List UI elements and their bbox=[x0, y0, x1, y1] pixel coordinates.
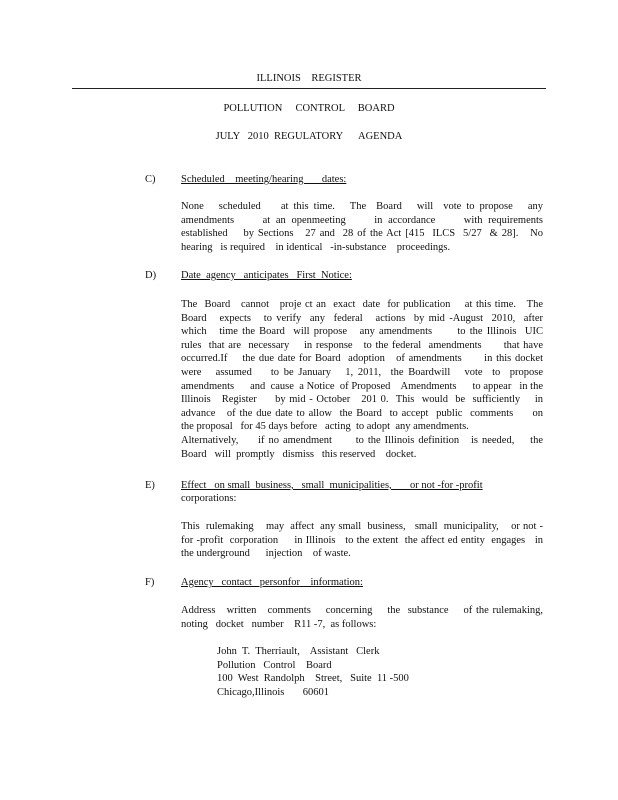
body-line: were assumed to be January 1, 2011, the Boardwill vote to propose bbox=[181, 366, 543, 378]
board-title: POLLUTION CONTROL BOARD bbox=[223, 103, 395, 114]
address-line: Pollution Control Board bbox=[217, 659, 332, 671]
body-line: amendments and cause a Notice of Proposed Amendments to appear in the bbox=[181, 380, 543, 392]
body-line: amendments at an openmeeting in accordance with requirements bbox=[181, 214, 543, 226]
address-line: 100 West Randolph Street, Suite 11 -500 bbox=[217, 673, 409, 685]
contact-address bbox=[217, 645, 409, 699]
body-line: None scheduled at this time. The Board will vote to propose any bbox=[181, 201, 543, 212]
section-d-label: D) bbox=[145, 270, 157, 281]
section-f-heading: Agency contact personfor information: bbox=[181, 577, 363, 588]
section-f-body bbox=[181, 604, 543, 631]
address-line: John T. Therriault, Assistant Clerk bbox=[217, 646, 380, 657]
section-f-label: F) bbox=[145, 577, 155, 588]
section-e-body bbox=[181, 520, 543, 561]
body-line: the proposal for 45 days before acting to adopt any amendments. bbox=[181, 421, 469, 433]
body-line: established by Sections 27 and 28 of the Act [415 ILCS 5/27 & 28]. No bbox=[181, 228, 543, 240]
header-rule bbox=[72, 88, 546, 89]
section-e-heading: Effect on small business, small municipalities, or not -for -profit bbox=[181, 480, 483, 491]
section-e-label: E) bbox=[145, 480, 155, 491]
section-d-body bbox=[181, 298, 543, 461]
section-d-heading: Date agency anticipates First Notice: bbox=[181, 270, 352, 281]
address-line: Chicago,Illinois 60601 bbox=[217, 686, 329, 698]
section-c-heading: Scheduled meeting/hearing dates: bbox=[181, 174, 347, 185]
section-c-body bbox=[181, 200, 543, 254]
body-line: Address written comments concerning the substance of the rulemaking, bbox=[181, 605, 543, 616]
body-line: occurred.If the due date for Board adoption of amendments in this docket bbox=[181, 353, 543, 365]
body-line: the underground injection of waste. bbox=[181, 548, 351, 560]
agenda-title: JULY 2010 REGULATORY AGENDA bbox=[215, 131, 403, 142]
body-line: hearing is required in identical -in-substance proceedings. bbox=[181, 241, 451, 253]
body-line: This rulemaking may affect any small business, small municipality, or not - bbox=[181, 521, 543, 532]
body-line: rules that are necessary in response to the federal amendments that have bbox=[181, 339, 543, 351]
register-title: ILLINOIS REGISTER bbox=[256, 73, 362, 84]
body-line: which time the Board will propose any amendments to the Illinois UIC bbox=[181, 326, 543, 338]
body-line: advance of the due date to allow the Board to accept public comments on bbox=[181, 407, 543, 419]
body-line: noting docket number R11 -7, as follows: bbox=[181, 618, 377, 630]
section-c-label: C) bbox=[145, 174, 156, 185]
body-line: The Board cannot proje ct an exact date for publication at this time. The bbox=[181, 299, 543, 310]
body-line: for -profit corporation in Illinois to the extent the affect ed entity engages in bbox=[181, 534, 543, 546]
section-e-heading-cont: corporations: bbox=[181, 493, 237, 504]
body-line: Board expects to verify any federal actions by mid -August 2010, after bbox=[181, 312, 543, 324]
body-line: Illinois Register by mid - October 201 0. This would be sufficiently in bbox=[181, 394, 543, 406]
body-line: Alternatively, if no amendment to the Illinois definition is needed, the bbox=[181, 434, 543, 446]
body-line: Board will promptly dismiss this reserved docket. bbox=[181, 448, 417, 460]
